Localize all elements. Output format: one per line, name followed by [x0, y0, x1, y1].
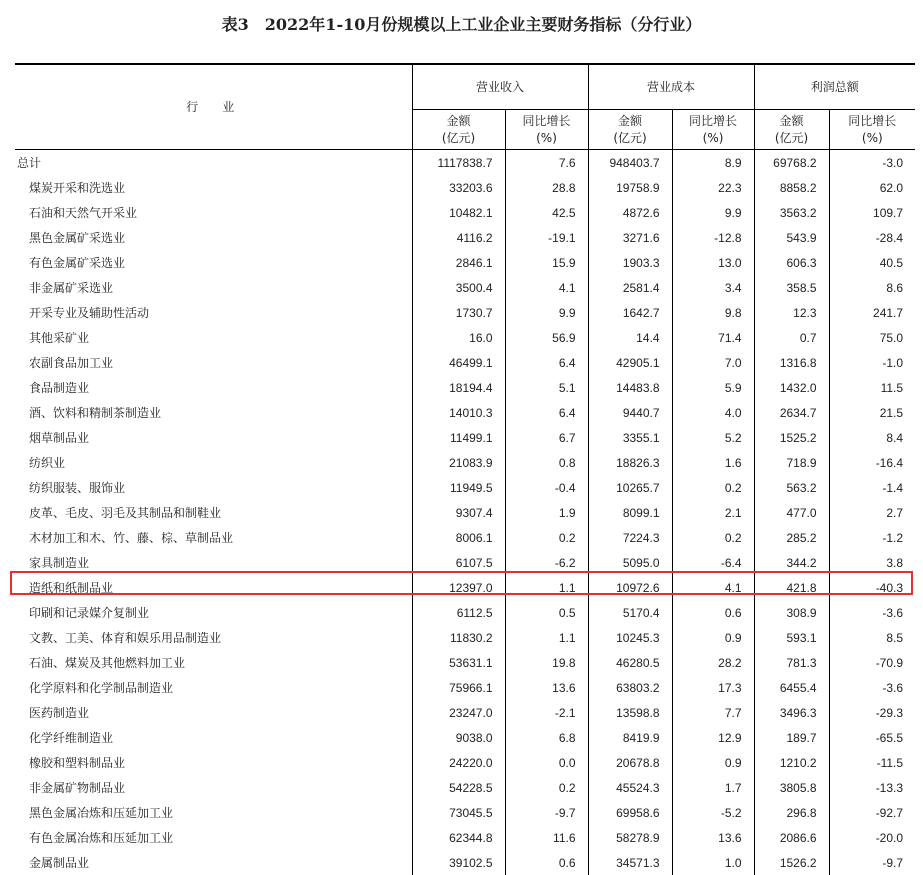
table-row [15, 575, 915, 600]
industry-label: 化学原料和化学制品制造业 [15, 681, 173, 695]
cost-amount-cell: 14483.8 [588, 375, 672, 400]
profit-growth-cell: 8.6 [829, 275, 915, 300]
table-row [15, 525, 915, 550]
cost-growth-cell: 7.0 [672, 350, 754, 375]
industry-cell [15, 700, 412, 725]
cost-growth-cell: 9.8 [672, 300, 754, 325]
cost-growth-cell: -6.4 [672, 550, 754, 575]
cost-amount-cell: 1642.7 [588, 300, 672, 325]
industry-label: 总计 [15, 156, 41, 170]
revenue-growth-cell: 6.8 [505, 725, 588, 750]
table-row [15, 150, 915, 176]
industry-cell [15, 750, 412, 775]
profit-growth-cell: -1.0 [829, 350, 915, 375]
cost-growth-header: 同比增长 (%) [672, 110, 754, 150]
revenue-growth-cell: 0.5 [505, 600, 588, 625]
industry-cell [15, 200, 412, 225]
profit-amount-cell: 308.9 [754, 600, 829, 625]
revenue-amount-cell: 9307.4 [412, 500, 505, 525]
profit-growth-cell: -65.5 [829, 725, 915, 750]
profit-amount-cell: 593.1 [754, 625, 829, 650]
revenue-growth-cell: 0.0 [505, 750, 588, 775]
industry-label: 黑色金属冶炼和压延加工业 [15, 806, 173, 820]
table-row [15, 650, 915, 675]
industry-cell [15, 500, 412, 525]
profit-amount-cell: 1432.0 [754, 375, 829, 400]
table-row [15, 500, 915, 525]
revenue-growth-cell: 1.1 [505, 575, 588, 600]
table-row [15, 850, 915, 875]
revenue-amount-cell: 2846.1 [412, 250, 505, 275]
profit-growth-cell: 21.5 [829, 400, 915, 425]
industry-label: 化学纤维制造业 [15, 731, 113, 745]
table-row [15, 600, 915, 625]
profit-amount-cell: 296.8 [754, 800, 829, 825]
profit-amount-cell: 2086.6 [754, 825, 829, 850]
cost-growth-cell: 28.2 [672, 650, 754, 675]
industry-cell [15, 475, 412, 500]
table-row [15, 300, 915, 325]
profit-growth-cell: 40.5 [829, 250, 915, 275]
profit-amount-cell: 2634.7 [754, 400, 829, 425]
cost-growth-cell: 0.6 [672, 600, 754, 625]
table-row [15, 350, 915, 375]
table-row [15, 800, 915, 825]
cost-amount-cell: 18826.3 [588, 450, 672, 475]
industry-label: 石油和天然气开采业 [15, 206, 137, 220]
revenue-growth-cell: 28.8 [505, 175, 588, 200]
profit-growth-cell: -1.4 [829, 475, 915, 500]
cost-amount-cell: 69958.6 [588, 800, 672, 825]
table-row [15, 625, 915, 650]
profit-amount-cell: 0.7 [754, 325, 829, 350]
cost-amount-cell: 8419.9 [588, 725, 672, 750]
revenue-amount-cell: 11499.1 [412, 425, 505, 450]
revenue-amount-cell: 73045.5 [412, 800, 505, 825]
profit-amount-cell: 69768.2 [754, 150, 829, 176]
revenue-amount-cell: 8006.1 [412, 525, 505, 550]
cost-growth-cell: 2.1 [672, 500, 754, 525]
profit-amount-cell: 6455.4 [754, 675, 829, 700]
revenue-amount-header: 金额 (亿元) [412, 110, 505, 150]
table-row [15, 825, 915, 850]
revenue-amount-cell: 1117838.7 [412, 150, 505, 176]
profit-amount-cell: 8858.2 [754, 175, 829, 200]
revenue-growth-cell: -2.1 [505, 700, 588, 725]
profit-growth-cell: 11.5 [829, 375, 915, 400]
table-row [15, 750, 915, 775]
profit-growth-cell: -13.3 [829, 775, 915, 800]
revenue-growth-cell: 1.1 [505, 625, 588, 650]
cost-amount-cell: 46280.5 [588, 650, 672, 675]
industry-label: 印刷和记录媒介复制业 [15, 606, 149, 620]
profit-amount-cell: 1210.2 [754, 750, 829, 775]
revenue-growth-cell: 13.6 [505, 675, 588, 700]
cost-growth-cell: 17.3 [672, 675, 754, 700]
profit-growth-cell: 8.5 [829, 625, 915, 650]
profit-growth-cell: -1.2 [829, 525, 915, 550]
table-row [15, 200, 915, 225]
industry-cell [15, 850, 412, 875]
revenue-growth-cell: -9.7 [505, 800, 588, 825]
revenue-growth-cell: 42.5 [505, 200, 588, 225]
cost-amount-cell: 34571.3 [588, 850, 672, 875]
industry-label: 农副食品加工业 [15, 356, 113, 370]
cost-growth-cell: 5.2 [672, 425, 754, 450]
cost-amount-cell: 1903.3 [588, 250, 672, 275]
profit-growth-cell: -28.4 [829, 225, 915, 250]
profit-growth-cell: -16.4 [829, 450, 915, 475]
industry-label: 开采专业及辅助性活动 [15, 306, 149, 320]
cost-growth-cell: -12.8 [672, 225, 754, 250]
revenue-amount-cell: 21083.9 [412, 450, 505, 475]
revenue-amount-cell: 39102.5 [412, 850, 505, 875]
cost-growth-cell: 0.2 [672, 475, 754, 500]
industry-cell [15, 300, 412, 325]
cost-growth-cell: 0.9 [672, 750, 754, 775]
revenue-amount-cell: 12397.0 [412, 575, 505, 600]
revenue-amount-cell: 62344.8 [412, 825, 505, 850]
profit-amount-cell: 1316.8 [754, 350, 829, 375]
revenue-growth-cell: 0.2 [505, 525, 588, 550]
revenue-amount-cell: 11830.2 [412, 625, 505, 650]
industry-label: 非金属矿采选业 [15, 281, 113, 295]
industry-cell [15, 325, 412, 350]
cost-growth-cell: 7.7 [672, 700, 754, 725]
cost-growth-cell: 71.4 [672, 325, 754, 350]
profit-amount-header: 金额 (亿元) [754, 110, 829, 150]
revenue-growth-header: 同比增长 (%) [505, 110, 588, 150]
cost-amount-cell: 45524.3 [588, 775, 672, 800]
profit-amount-cell: 781.3 [754, 650, 829, 675]
revenue-amount-cell: 46499.1 [412, 350, 505, 375]
industry-cell [15, 600, 412, 625]
table-row [15, 275, 915, 300]
profit-amount-cell: 477.0 [754, 500, 829, 525]
revenue-amount-cell: 75966.1 [412, 675, 505, 700]
profit-amount-cell: 12.3 [754, 300, 829, 325]
industry-cell [15, 425, 412, 450]
profit-amount-cell: 344.2 [754, 550, 829, 575]
industry-label: 非金属矿物制品业 [15, 781, 125, 795]
cost-amount-cell: 19758.9 [588, 175, 672, 200]
cost-growth-cell: 12.9 [672, 725, 754, 750]
profit-amount-cell: 3563.2 [754, 200, 829, 225]
table-row [15, 175, 915, 200]
profit-amount-cell: 606.3 [754, 250, 829, 275]
revenue-growth-cell: 0.8 [505, 450, 588, 475]
industry-cell [15, 350, 412, 375]
cost-amount-header: 金额 (亿元) [588, 110, 672, 150]
revenue-amount-cell: 9038.0 [412, 725, 505, 750]
profit-amount-cell: 718.9 [754, 450, 829, 475]
cost-amount-cell: 42905.1 [588, 350, 672, 375]
table-row [15, 450, 915, 475]
profit-growth-cell: -11.5 [829, 750, 915, 775]
financial-indicators-table [15, 63, 915, 875]
revenue-growth-cell: 15.9 [505, 250, 588, 275]
revenue-growth-cell: -19.1 [505, 225, 588, 250]
cost-amount-cell: 20678.8 [588, 750, 672, 775]
cost-amount-cell: 3271.6 [588, 225, 672, 250]
table-row [15, 475, 915, 500]
profit-growth-cell: 3.8 [829, 550, 915, 575]
industry-cell [15, 225, 412, 250]
industry-cell [15, 175, 412, 200]
cost-header: 营业成本 [588, 64, 754, 110]
industry-label: 金属制品业 [15, 856, 89, 870]
industry-label: 橡胶和塑料制品业 [15, 756, 125, 770]
profit-growth-cell: 75.0 [829, 325, 915, 350]
industry-cell [15, 400, 412, 425]
revenue-amount-cell: 53631.1 [412, 650, 505, 675]
revenue-growth-cell: 7.6 [505, 150, 588, 176]
profit-amount-cell: 3496.3 [754, 700, 829, 725]
table-row [15, 375, 915, 400]
table-row [15, 400, 915, 425]
cost-amount-cell: 4872.6 [588, 200, 672, 225]
revenue-amount-cell: 23247.0 [412, 700, 505, 725]
cost-amount-cell: 5170.4 [588, 600, 672, 625]
revenue-growth-cell: 11.6 [505, 825, 588, 850]
revenue-growth-cell: 56.9 [505, 325, 588, 350]
cost-growth-cell: -5.2 [672, 800, 754, 825]
revenue-amount-cell: 4116.2 [412, 225, 505, 250]
cost-amount-cell: 13598.8 [588, 700, 672, 725]
table-row [15, 675, 915, 700]
cost-amount-cell: 14.4 [588, 325, 672, 350]
profit-header: 利润总额 [754, 64, 915, 110]
industry-label: 有色金属矿采选业 [15, 256, 125, 270]
cost-amount-cell: 2581.4 [588, 275, 672, 300]
profit-growth-cell: -29.3 [829, 700, 915, 725]
profit-growth-cell: 2.7 [829, 500, 915, 525]
industry-cell [15, 650, 412, 675]
industry-cell [15, 525, 412, 550]
table-row [15, 225, 915, 250]
revenue-growth-cell: 9.9 [505, 300, 588, 325]
cost-growth-cell: 22.3 [672, 175, 754, 200]
industry-label: 造纸和纸制品业 [15, 581, 113, 595]
cost-amount-cell: 7224.3 [588, 525, 672, 550]
table-row [15, 425, 915, 450]
profit-growth-cell: -20.0 [829, 825, 915, 850]
industry-header: 行 业 [15, 64, 412, 150]
profit-growth-cell: -92.7 [829, 800, 915, 825]
profit-growth-header: 同比增长 (%) [829, 110, 915, 150]
profit-growth-cell: -3.6 [829, 600, 915, 625]
revenue-amount-cell: 6107.5 [412, 550, 505, 575]
cost-amount-cell: 10972.6 [588, 575, 672, 600]
revenue-amount-cell: 3500.4 [412, 275, 505, 300]
revenue-amount-cell: 10482.1 [412, 200, 505, 225]
profit-growth-cell: 109.7 [829, 200, 915, 225]
industry-cell [15, 450, 412, 475]
industry-label: 皮革、毛皮、羽毛及其制品和制鞋业 [15, 506, 221, 520]
profit-amount-cell: 189.7 [754, 725, 829, 750]
cost-amount-cell: 948403.7 [588, 150, 672, 176]
profit-growth-cell: -40.3 [829, 575, 915, 600]
profit-growth-cell: 62.0 [829, 175, 915, 200]
cost-growth-cell: 5.9 [672, 375, 754, 400]
revenue-growth-cell: 6.4 [505, 400, 588, 425]
profit-amount-cell: 358.5 [754, 275, 829, 300]
cost-growth-cell: 0.9 [672, 625, 754, 650]
revenue-growth-cell: 6.4 [505, 350, 588, 375]
revenue-amount-cell: 33203.6 [412, 175, 505, 200]
cost-amount-cell: 5095.0 [588, 550, 672, 575]
industry-cell [15, 825, 412, 850]
industry-label: 纺织业 [15, 456, 65, 470]
industry-label: 黑色金属矿采选业 [15, 231, 125, 245]
table-title: 表3 2022年1-10月份规模以上工业企业主要财务指标（分行业） [0, 12, 923, 35]
cost-amount-cell: 8099.1 [588, 500, 672, 525]
table-row [15, 550, 915, 575]
cost-amount-cell: 3355.1 [588, 425, 672, 450]
revenue-amount-cell: 14010.3 [412, 400, 505, 425]
profit-amount-cell: 1526.2 [754, 850, 829, 875]
industry-label: 酒、饮料和精制茶制造业 [15, 406, 161, 420]
industry-cell [15, 575, 412, 600]
industry-label: 有色金属冶炼和压延加工业 [15, 831, 173, 845]
industry-cell [15, 375, 412, 400]
profit-growth-cell: 8.4 [829, 425, 915, 450]
cost-amount-cell: 9440.7 [588, 400, 672, 425]
table-body [15, 150, 915, 875]
revenue-growth-cell: 5.1 [505, 375, 588, 400]
profit-amount-cell: 543.9 [754, 225, 829, 250]
industry-cell [15, 275, 412, 300]
industry-cell [15, 550, 412, 575]
profit-amount-cell: 563.2 [754, 475, 829, 500]
cost-growth-cell: 1.0 [672, 850, 754, 875]
industry-cell [15, 800, 412, 825]
profit-growth-cell: -3.6 [829, 675, 915, 700]
cost-growth-cell: 13.6 [672, 825, 754, 850]
cost-amount-cell: 63803.2 [588, 675, 672, 700]
cost-growth-cell: 1.6 [672, 450, 754, 475]
industry-cell [15, 675, 412, 700]
cost-amount-cell: 10245.3 [588, 625, 672, 650]
industry-label: 其他采矿业 [15, 331, 89, 345]
cost-growth-cell: 3.4 [672, 275, 754, 300]
cost-amount-cell: 10265.7 [588, 475, 672, 500]
table-row [15, 250, 915, 275]
profit-growth-cell: 241.7 [829, 300, 915, 325]
table-row [15, 775, 915, 800]
table-row [15, 325, 915, 350]
industry-label: 食品制造业 [15, 381, 89, 395]
profit-growth-cell: -9.7 [829, 850, 915, 875]
industry-cell [15, 725, 412, 750]
cost-growth-cell: 1.7 [672, 775, 754, 800]
industry-label: 医药制造业 [15, 706, 89, 720]
industry-label: 煤炭开采和洗选业 [15, 181, 125, 195]
industry-cell [15, 625, 412, 650]
industry-cell [15, 250, 412, 275]
cost-growth-cell: 0.2 [672, 525, 754, 550]
revenue-growth-cell: 1.9 [505, 500, 588, 525]
revenue-growth-cell: 0.6 [505, 850, 588, 875]
cost-growth-cell: 8.9 [672, 150, 754, 176]
cost-growth-cell: 13.0 [672, 250, 754, 275]
industry-label: 文教、工美、体育和娱乐用品制造业 [15, 631, 221, 645]
cost-amount-cell: 58278.9 [588, 825, 672, 850]
industry-label: 家具制造业 [15, 556, 89, 570]
profit-growth-cell: -3.0 [829, 150, 915, 176]
revenue-amount-cell: 1730.7 [412, 300, 505, 325]
cost-growth-cell: 4.0 [672, 400, 754, 425]
revenue-growth-cell: 0.2 [505, 775, 588, 800]
revenue-growth-cell: -6.2 [505, 550, 588, 575]
table-row [15, 700, 915, 725]
profit-amount-cell: 1525.2 [754, 425, 829, 450]
revenue-growth-cell: 19.8 [505, 650, 588, 675]
revenue-amount-cell: 16.0 [412, 325, 505, 350]
revenue-growth-cell: -0.4 [505, 475, 588, 500]
revenue-amount-cell: 6112.5 [412, 600, 505, 625]
revenue-amount-cell: 18194.4 [412, 375, 505, 400]
revenue-growth-cell: 4.1 [505, 275, 588, 300]
industry-label: 石油、煤炭及其他燃料加工业 [15, 656, 185, 670]
revenue-amount-cell: 54228.5 [412, 775, 505, 800]
revenue-amount-cell: 11949.5 [412, 475, 505, 500]
cost-growth-cell: 9.9 [672, 200, 754, 225]
industry-label: 烟草制品业 [15, 431, 89, 445]
profit-amount-cell: 421.8 [754, 575, 829, 600]
profit-amount-cell: 3805.8 [754, 775, 829, 800]
industry-cell [15, 150, 412, 176]
industry-cell [15, 775, 412, 800]
revenue-growth-cell: 6.7 [505, 425, 588, 450]
profit-growth-cell: -70.9 [829, 650, 915, 675]
profit-amount-cell: 285.2 [754, 525, 829, 550]
revenue-header: 营业收入 [412, 64, 588, 110]
table-row [15, 725, 915, 750]
industry-label: 纺织服装、服饰业 [15, 481, 125, 495]
revenue-amount-cell: 24220.0 [412, 750, 505, 775]
industry-label: 木材加工和木、竹、藤、棕、草制品业 [15, 531, 233, 545]
cost-growth-cell: 4.1 [672, 575, 754, 600]
